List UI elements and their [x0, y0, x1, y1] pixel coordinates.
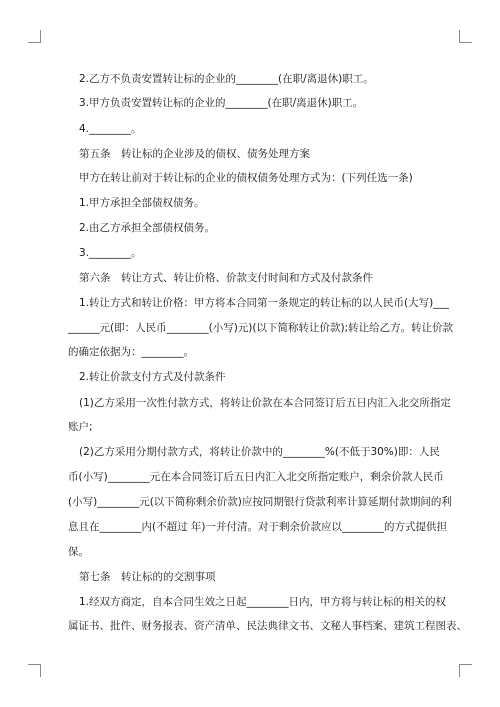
text-line: 属证书、批件、财务报表、资产清单、民法典律文书、文秘人事档案、建筑工程图表、 [68, 620, 467, 632]
text-line: 1.经双方商定，自本合同生效之日起________日内，甲方将与转让标的相关的权 [79, 596, 447, 608]
section-heading: 第五条 转让标的企业涉及的债权、债务处理方案 [79, 148, 310, 160]
section-heading: 第七条 转让标的的交割事项 [79, 571, 216, 583]
text-line: 1.转让方式和转让价格：甲方将本合同第一条规定的转让标的以人民币(大写)___ [79, 297, 449, 309]
crop-mark-bottom-left [28, 664, 41, 677]
text-line: 的确定依据为：________。 [68, 346, 194, 358]
text-line: 2.乙方不负责安置转让标的企业的________(在职/离退休)职工。 [79, 73, 374, 85]
crop-mark-top-right [459, 30, 472, 43]
text-line: 保。 [68, 546, 89, 558]
text-line: 账户; [68, 421, 93, 433]
text-line: (2)乙方采用分期付款方式，将转让价款中的________%(不低于30%)即：人民 [79, 446, 440, 458]
text-line: 币(小写)________元在本合同签订后五日内汇入北交所指定账户，剩余价款人民币 [68, 471, 444, 483]
text-line: 2.转让价款支付方式及付款条件 [79, 371, 226, 383]
text-line: (小写)________元(以下简称剩余价款)应按同期银行贷款利率计算延期付款期间的利 [68, 496, 452, 508]
text-line: 3.________。 [79, 247, 142, 259]
text-line: ______元(即：人民币________(小写)元)(以下简称转让价款);转让给乙方。转让价款 [68, 322, 454, 334]
crop-mark-top-left [28, 30, 41, 43]
text-line: 3.甲方负责安置转让标的企业的________(在职/离退休)职工。 [79, 97, 364, 109]
text-line: 息且在________内(不超过 年)一并付清。对于剩余价款应以________的方式提供担 [68, 521, 448, 533]
text-line: 2.由乙方承担全部债权债务。 [79, 222, 216, 234]
crop-mark-bottom-right [459, 664, 472, 677]
text-line: 甲方在转让前对于转让标的企业的债权债务处理方式为：(下列任选一条) [79, 172, 413, 184]
text-line: (1)乙方采用一次性付款方式，将转让价款在本合同签订后五日内汇入北交所指定 [79, 397, 451, 409]
text-line: 4.________。 [79, 123, 142, 135]
section-heading: 第六条 转让方式、转让价格、价款支付时间和方式及付款条件 [79, 272, 373, 284]
text-line: 1.甲方承担全部债权债务。 [79, 197, 205, 209]
